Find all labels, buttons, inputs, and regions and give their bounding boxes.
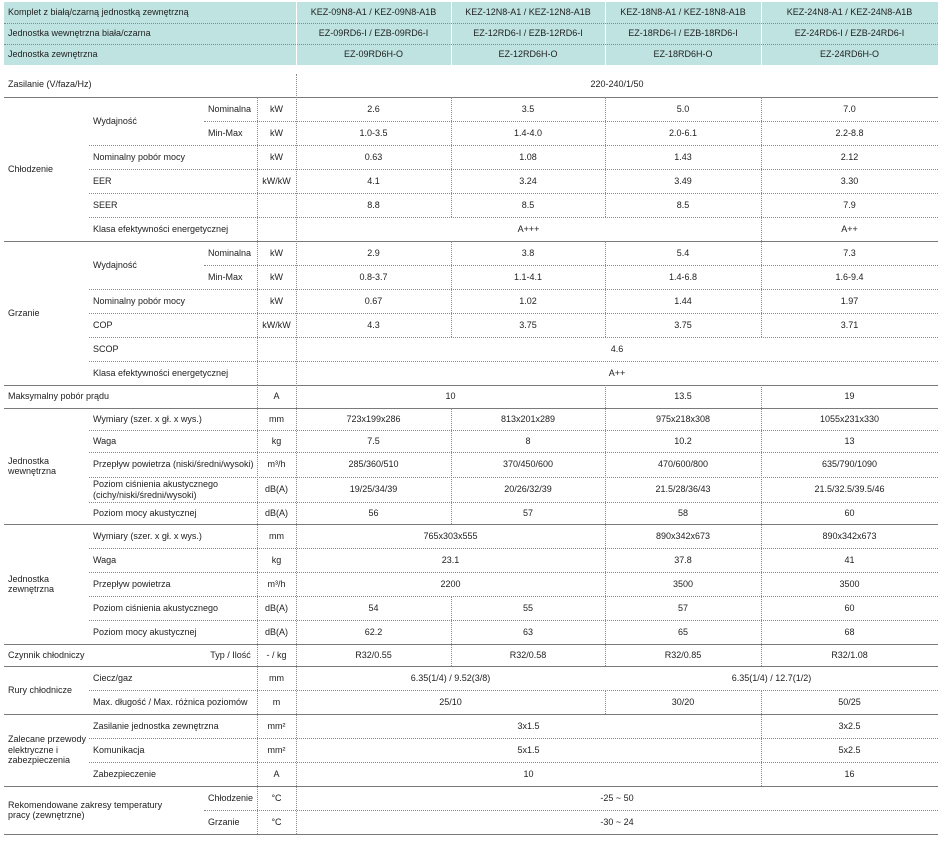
value: R32/0.85 xyxy=(664,649,702,660)
value: 21.5/28/36/43 xyxy=(655,484,711,495)
value: 3500 xyxy=(672,578,694,589)
row-divider xyxy=(89,548,938,549)
unit: mm² xyxy=(267,744,286,755)
sub-label-wydajnosc: Wydajność xyxy=(93,259,137,270)
value: 19 xyxy=(844,391,855,402)
unit: kW xyxy=(270,295,283,306)
row-divider xyxy=(89,690,938,691)
row-divider xyxy=(204,121,938,122)
value: 3.30 xyxy=(840,175,859,186)
value: 470/600/800 xyxy=(657,459,709,470)
value: 30/20 xyxy=(671,696,695,707)
unit: mm xyxy=(269,672,284,683)
row-divider xyxy=(89,620,938,621)
column-divider xyxy=(605,241,606,337)
row-divider xyxy=(89,289,938,290)
row-divider xyxy=(89,572,938,573)
row-divider xyxy=(89,337,938,338)
column-divider xyxy=(296,74,297,834)
column-divider xyxy=(451,596,452,666)
row-divider xyxy=(89,762,938,763)
row-divider xyxy=(89,596,938,597)
group-label-przewody: Zalecane przewody elektryczne i zabezpieczenia xyxy=(8,734,87,766)
row-label: Nominalny pobór mocy xyxy=(93,151,186,162)
unit: kg xyxy=(271,554,282,565)
row-label: Przepływ powietrza (niski/średni/wysoki) xyxy=(93,459,254,470)
unit: dB(A) xyxy=(264,484,288,495)
row-label-zasilanie: Zasilanie (V/faza/Hz) xyxy=(8,79,92,90)
row-divider xyxy=(4,44,938,45)
sub-label: Chłodzenie xyxy=(208,792,254,803)
value: 54 xyxy=(368,602,379,613)
row-divider xyxy=(89,502,938,503)
unit: m³/h xyxy=(267,578,286,589)
sub-label-wydajnosc: Wydajność xyxy=(93,115,137,126)
sub-label-minmax: Min-Max xyxy=(208,127,243,138)
value: 765x303x555 xyxy=(423,530,478,541)
row-label: Waga xyxy=(93,554,117,565)
row-divider xyxy=(204,810,938,811)
value: 5.4 xyxy=(676,247,690,258)
unit: °C xyxy=(271,792,282,803)
row-divider xyxy=(89,361,938,362)
row-label: Zasilanie jednostka zewnętrzna xyxy=(93,720,219,731)
header-model: EZ-24RD6-I / EZB-24RD6-I xyxy=(794,28,905,39)
column-divider xyxy=(451,97,452,217)
value: 1.1-4.1 xyxy=(513,271,543,282)
value: 55 xyxy=(522,602,533,613)
value: 19/25/34/39 xyxy=(349,484,398,495)
column-divider xyxy=(257,666,258,834)
value: 3.75 xyxy=(519,319,537,330)
header-model: KEZ-12N8-A1 / KEZ-12N8-A1B xyxy=(465,7,591,18)
unit: mm xyxy=(269,530,284,541)
unit: dB(A) xyxy=(264,626,288,637)
row-divider xyxy=(89,738,938,739)
value: 57 xyxy=(522,507,533,518)
row-label: SCOP xyxy=(93,343,119,354)
row-divider xyxy=(89,193,938,194)
column-divider xyxy=(605,97,606,217)
value: 1.4-6.8 xyxy=(668,271,698,282)
row-divider xyxy=(89,145,938,146)
unit: kW xyxy=(270,127,283,138)
row-divider xyxy=(89,430,938,431)
row-divider xyxy=(89,452,938,453)
unit: kW xyxy=(270,151,283,162)
value: 4.3 xyxy=(367,319,380,330)
header-model: EZ-09RD6-I / EZB-09RD6-I xyxy=(318,28,429,39)
unit: kW xyxy=(270,271,283,282)
row-label: Zabezpieczenie xyxy=(93,768,157,779)
value: 7.3 xyxy=(843,247,856,258)
value: 2.2-8.8 xyxy=(835,127,864,138)
sub-label-nominalna: Nominalna xyxy=(208,247,252,258)
column-divider xyxy=(761,97,762,337)
value: 68 xyxy=(844,626,855,637)
row-label-max-prad: Maksymalny pobór prądu xyxy=(8,391,110,402)
row-label: Nominalny pobór mocy xyxy=(93,295,186,306)
value: 25/10 xyxy=(439,696,462,707)
row-label: SEER xyxy=(93,199,118,210)
value: R32/0.58 xyxy=(509,649,547,660)
value: 0.67 xyxy=(364,295,383,306)
value: 23.1 xyxy=(441,554,460,565)
sub-label-minmax: Min-Max xyxy=(208,271,243,282)
column-divider xyxy=(451,241,452,337)
value: 635/790/1090 xyxy=(821,459,878,470)
column-divider xyxy=(605,385,606,666)
value: 2.0-6.1 xyxy=(668,127,698,138)
value: 7.0 xyxy=(843,103,856,114)
row-divider xyxy=(89,217,938,218)
row-divider xyxy=(4,23,938,24)
row-label: Wymiary (szer. x gł. x wys.) xyxy=(93,530,202,541)
value-klasa: A++ xyxy=(841,223,858,234)
value: 13 xyxy=(844,435,855,446)
value: 3.5 xyxy=(521,103,535,114)
header-model: EZ-09RD6H-O xyxy=(343,49,403,60)
header-label-komplet: Komplet z białą/czarną jednostką zewnętrzną xyxy=(8,7,189,18)
row-divider xyxy=(89,169,938,170)
value: 65 xyxy=(677,626,688,637)
row-label: Poziom ciśnienia akustycznego xyxy=(93,602,219,613)
row-divider xyxy=(89,313,938,314)
value: 5.0 xyxy=(676,103,690,114)
unit: mm² xyxy=(267,720,286,731)
value: 1.43 xyxy=(674,151,692,162)
value-klasa: A++ xyxy=(608,367,626,378)
header-model: KEZ-09N8-A1 / KEZ-09N8-A1B xyxy=(310,7,437,18)
value: 3.24 xyxy=(519,175,537,186)
unit: kW/kW xyxy=(262,319,291,330)
header-model: EZ-18RD6-I / EZB-18RD6-I xyxy=(628,28,738,39)
value: 60 xyxy=(844,507,855,518)
value: 3.49 xyxy=(674,175,692,186)
value: 10 xyxy=(445,391,456,402)
value: 10 xyxy=(523,768,534,779)
row-label: Wymiary (szer. x gł. x wys.) xyxy=(93,413,202,424)
value: 2200 xyxy=(440,578,461,589)
value: 2.12 xyxy=(840,151,859,162)
header-label-wewn: Jednostka wewnętrzna biała/czarna xyxy=(8,28,151,39)
header-model: EZ-12RD6-I / EZB-12RD6-I xyxy=(473,28,583,39)
value: 7.5 xyxy=(367,435,380,446)
value: 370/450/600 xyxy=(502,459,554,470)
value: 1.4-4.0 xyxy=(513,127,543,138)
value: 16 xyxy=(844,768,855,779)
row-divider xyxy=(204,265,938,266)
value: R32/0.55 xyxy=(355,649,392,660)
value: 8.8 xyxy=(367,199,380,210)
column-divider xyxy=(296,2,297,74)
group-label-temperatury: Rekomendowane zakresy temperatury pracy (zewnętrzne) xyxy=(8,799,163,820)
value: 0.63 xyxy=(364,151,383,162)
group-label-rury: Rury chłodnicze xyxy=(8,684,73,695)
value: R32/1.08 xyxy=(831,649,868,660)
sub-label: Grzanie xyxy=(208,816,240,827)
unit: kW/kW xyxy=(262,175,291,186)
header-model: EZ-12RD6H-O xyxy=(498,49,558,60)
row-label: Ciecz/gaz xyxy=(93,672,133,683)
value: -30 ~ 24 xyxy=(600,816,634,827)
value: 60 xyxy=(844,602,855,613)
column-divider xyxy=(605,2,606,74)
group-label-grzanie: Grzanie xyxy=(8,307,40,318)
value: 3.75 xyxy=(674,319,692,330)
unit: m xyxy=(272,696,281,707)
value: 13.5 xyxy=(674,391,692,402)
value: 3x1.5 xyxy=(517,720,540,731)
row-label-czynnik: Czynnik chłodniczy xyxy=(8,649,85,660)
row-label: COP xyxy=(93,319,113,330)
value: 1.44 xyxy=(674,295,692,306)
column-divider xyxy=(451,2,452,74)
row-divider xyxy=(4,834,938,835)
sub-label: Typ / Ilość xyxy=(210,649,251,660)
sub-label-nominalna: Nominalna xyxy=(208,103,252,114)
unit: A xyxy=(273,391,280,402)
value: 1.97 xyxy=(840,295,859,306)
column-divider xyxy=(761,2,762,74)
unit: A xyxy=(273,768,280,779)
value: 1.02 xyxy=(519,295,537,306)
value: 63 xyxy=(522,626,533,637)
column-divider xyxy=(761,385,762,666)
spec-table xyxy=(4,2,938,838)
value: 813x201x289 xyxy=(500,413,556,424)
value: 3500 xyxy=(839,578,860,589)
unit: dB(A) xyxy=(264,507,288,518)
row-label: Poziom ciśnienia akustycznego (cichy/niski/średni/wysoki) xyxy=(93,479,219,500)
value: 58 xyxy=(677,507,688,518)
value: 5x1.5 xyxy=(517,744,540,755)
value: 8.5 xyxy=(676,199,690,210)
unit: kg xyxy=(271,435,282,446)
header-model: KEZ-18N8-A1 / KEZ-18N8-A1B xyxy=(620,7,746,18)
unit: m³/h xyxy=(267,459,286,470)
value: 41 xyxy=(844,554,855,565)
value: 5x2.5 xyxy=(838,744,861,755)
value: 890x342x673 xyxy=(822,530,877,541)
value: 3.8 xyxy=(521,247,535,258)
column-divider xyxy=(257,408,258,666)
value: 975x218x308 xyxy=(655,413,711,424)
group-label-wewnetrzna: Jednostka wewnętrzna xyxy=(8,455,57,476)
value: 8 xyxy=(525,435,531,446)
value: 3x2.5 xyxy=(838,720,861,731)
header-model: EZ-18RD6H-O xyxy=(653,49,713,60)
value-klasa: A+++ xyxy=(517,223,540,234)
value: 62.2 xyxy=(364,626,383,637)
value: -25 ~ 50 xyxy=(600,792,634,803)
value: 10.2 xyxy=(674,435,692,446)
column-divider xyxy=(605,690,606,714)
value: 8.5 xyxy=(521,199,535,210)
value: 890x342x673 xyxy=(655,530,711,541)
unit: mm xyxy=(269,413,284,424)
row-label: Klasa efektywności energetycznej xyxy=(93,223,229,234)
row-label: Klasa efektywności energetycznej xyxy=(93,367,229,378)
row-label: Waga xyxy=(93,435,117,446)
value: 2.9 xyxy=(367,247,380,258)
unit: - / kg xyxy=(266,649,287,660)
value: 1055x231x330 xyxy=(819,413,880,424)
value-zasilanie: 220-240/1/50 xyxy=(590,79,644,90)
value: 6.35(1/4) / 9.52(3/8) xyxy=(410,672,491,683)
row-label: EER xyxy=(93,175,112,186)
value: 1.08 xyxy=(519,151,537,162)
column-divider xyxy=(761,690,762,786)
row-label: Przepływ powietrza xyxy=(93,578,171,589)
row-divider xyxy=(89,477,938,478)
value: 50/25 xyxy=(838,696,861,707)
value: 20/26/32/39 xyxy=(504,484,552,495)
value: 57 xyxy=(677,602,688,613)
column-divider xyxy=(257,97,258,385)
column-divider xyxy=(451,408,452,524)
value: 7.9 xyxy=(843,199,856,210)
value: 37.8 xyxy=(674,554,692,565)
value: 0.8-3.7 xyxy=(359,271,388,282)
row-label: Max. długość / Max. różnica poziomów xyxy=(93,696,248,707)
value: 4.1 xyxy=(367,175,380,186)
value: 21.5/32.5/39.5/46 xyxy=(814,484,885,495)
value: 6.35(1/4) / 12.7(1/2) xyxy=(731,672,812,683)
value: 1.6-9.4 xyxy=(835,271,864,282)
row-label: Komunikacja xyxy=(93,744,145,755)
unit: kW xyxy=(270,247,283,258)
header-model: KEZ-24N8-A1 / KEZ-24N8-A1B xyxy=(786,7,913,18)
unit: °C xyxy=(271,816,282,827)
group-label-zewnetrzna: Jednostka zewnętrzna xyxy=(8,573,55,594)
header-model: EZ-24RD6H-O xyxy=(819,49,879,60)
value: 2.6 xyxy=(367,103,380,114)
value: 1.0-3.5 xyxy=(359,127,388,138)
row-label: Poziom mocy akustycznej xyxy=(93,626,197,637)
value: 285/360/510 xyxy=(348,459,399,470)
value-scop: 4.6 xyxy=(610,343,624,354)
row-label: Poziom mocy akustycznej xyxy=(93,507,197,518)
value: 3.71 xyxy=(840,319,859,330)
header-label-zewn: Jednostka zewnętrzna xyxy=(8,49,98,60)
value: 56 xyxy=(368,507,379,518)
unit: kW xyxy=(270,103,283,114)
group-label-chlodzenie: Chłodzenie xyxy=(8,163,54,174)
unit: dB(A) xyxy=(264,602,288,613)
column-divider xyxy=(257,385,258,408)
value: 723x199x286 xyxy=(346,413,401,424)
